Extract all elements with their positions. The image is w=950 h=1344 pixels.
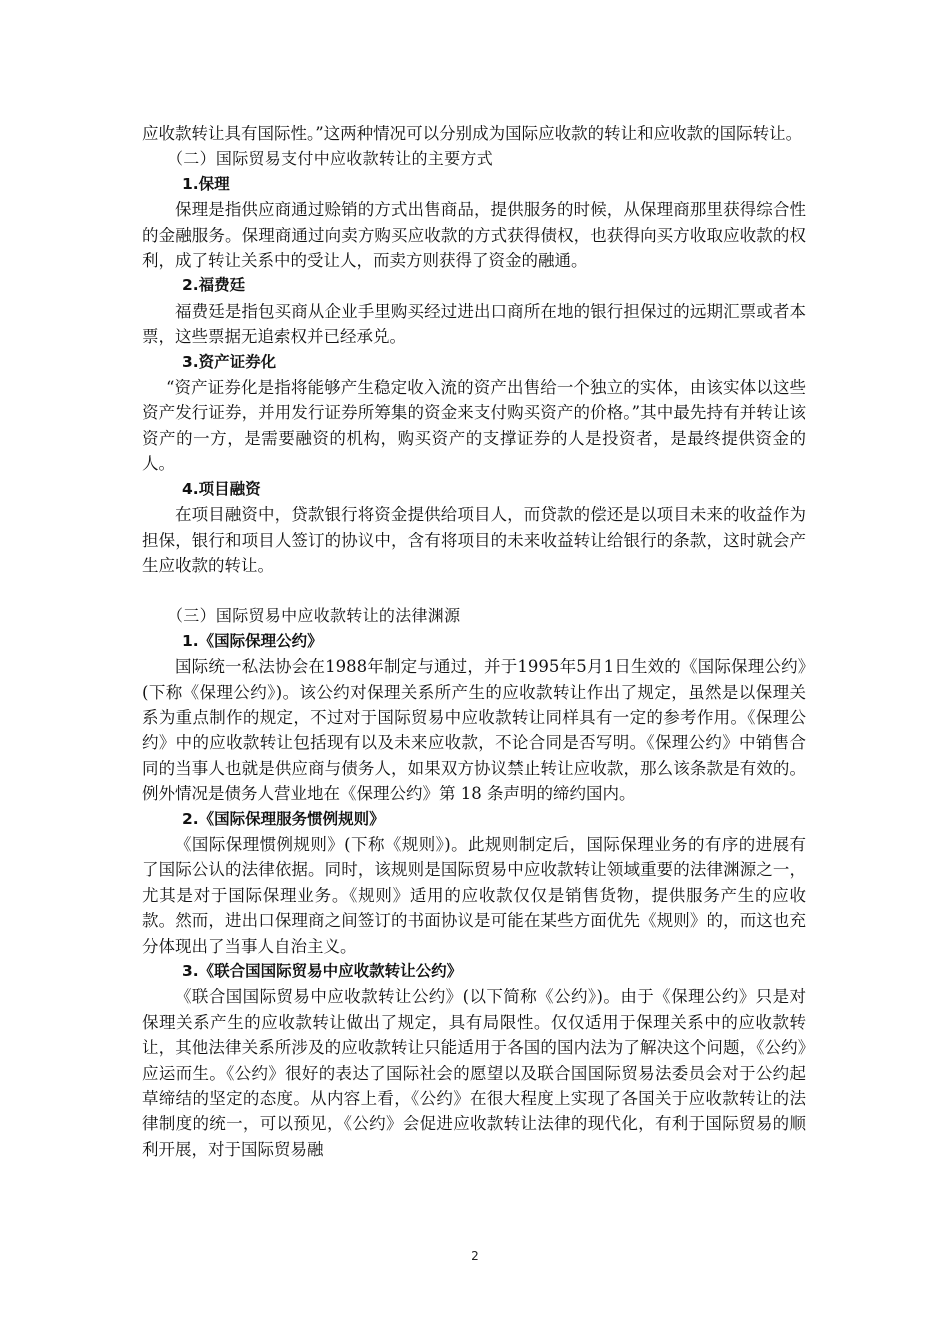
paragraph-factoring-convention: 国际统一私法协会在1988年制定与通过，并于1995年5月1日生效的《国际保理公约》(下称《保理公约》)。该公约对保理关系所产生的应收款转让作出了规定，虽然是以保理关系为重点制作的规定，不过对于国际贸易中应收款转让同样具有一定的参考作用。《保理公约》中的应收款转让包括现有以及未来应收款，不论合同是否写明。《保理公约》中销售合同的当事人也就是供应商与债务人，如果双方协议禁止转让应收款，那么该条款是有效的。例外情况是债务人营业地在《保理公约》第 18 条声明的缔约国内。 (142, 657, 806, 804)
document-body (142, 121, 806, 1162)
paragraph-factoring: 保理是指供应商通过赊销的方式出售商品，提供服务的时候，从保理商那里获得综合性的金融服务。保理商通过向卖方购买应收款的方式获得债权，也获得向买方收取应收款的权利，成了转让关系中的受让人，而卖方则获得了资金的融通。 (142, 200, 806, 271)
subheading-securitization: 3.资产证券化 (182, 352, 277, 371)
subheading-factoring-rules: 2.《国际保理服务惯例规则》 (182, 809, 385, 828)
subheading-project-finance: 4.项目融资 (182, 479, 261, 498)
paragraph-forfaiting: 福费廷是指包买商从企业手里购买经过进出口商所在地的银行担保过的远期汇票或者本票，这些票据无追索权并已经承兑。 (142, 301, 806, 347)
paragraph-factoring-rules: 《国际保理惯例规则》(下称《规则》)。此规则制定后，国际保理业务的有序的进展有了国际公认的法律依据。同时，该规则是国际贸易中应收款转让领域重要的法律渊源之一，尤其是对于国际保理业务。《规则》适用的应收款仅仅是销售货物，提供服务产生的应收款。然而，进出口保理商之间签订的书面协议是可能在某些方面优先《规则》的，而这也充分体现出了当事人自治主义。 (142, 834, 806, 956)
page-number: 2 (471, 1249, 479, 1263)
paragraph-project-finance: 在项目融资中，贷款银行将资金提供给项目人，而贷款的偿还是以项目未来的收益作为担保，银行和项目人签订的协议中，含有将项目的未来收益转让给银行的条款，这时就会产生应收款的转让。 (142, 505, 806, 575)
subheading-factoring-convention: 1.《国际保理公约》 (182, 631, 323, 650)
subheading-un-convention: 3.《联合国国际贸易中应收款转让公约》 (182, 962, 463, 980)
paragraph-intro: 应收款转让具有国际性。”这两种情况可以分别成为国际应收款的转让和应收款的国际转让。 (142, 124, 803, 143)
section-heading-payment-methods: （二）国际贸易支付中应收款转让的主要方式 (167, 149, 494, 169)
subheading-forfaiting: 2.福费廷 (182, 276, 246, 295)
section-heading-legal-sources: （三）国际贸易中应收款转让的法律渊源 (167, 606, 461, 626)
blank-line (142, 578, 806, 603)
paragraph-securitization: “资产证券化是指将能够产生稳定收入流的资产出售给一个独立的实体，由该实体以这些资产发行证券，并用发行证券所筹集的资金来支付购买资产的价格。”其中最先持有并转让该资产的一方，是需要融资的机构，购买资产的支撑证券的人是投资者，是最终提供资金的人。 (142, 378, 806, 474)
paragraph-un-convention: 《联合国国际贸易中应收款转让公约》(以下简称《公约》)。由于《保理公约》只是对保理关系产生的应收款转让做出了规定，具有局限性。仅仅适用于保理关系中的应收款转让，其他法律关系所涉及的应收款转让只能适用于各国的国内法为了解决这个问题，《公约》应运而生。《公约》很好的表达了国际社会的愿望以及联合国国际贸易法委员会对于公约起草缔结的坚定的态度。从内容上看，《公约》在很大程度上实现了各国关于应收款转让的法律制度的统一，可以预见，《公约》会促进应收款转让法律的现代化，有利于国际贸易的顺利开展，对于国际贸易融 (142, 987, 806, 1159)
subheading-factoring: 1.保理 (182, 174, 230, 193)
